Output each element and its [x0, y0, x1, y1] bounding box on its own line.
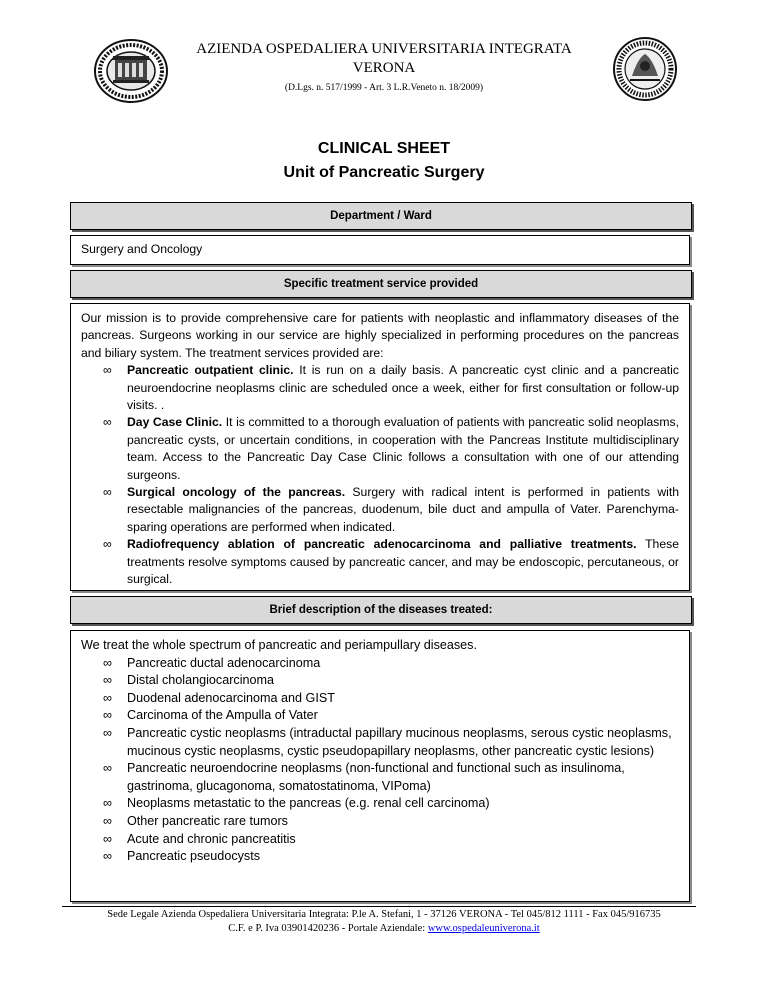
organization-name-line1: AZIENDA OSPEDALIERA UNIVERSITARIA INTEGRATA: [196, 41, 572, 57]
service-item: [127, 536, 679, 588]
disease-item: ∞ Pancreatic pseudocysts: [127, 848, 679, 866]
services-heading: Specific treatment service provided: [70, 270, 692, 298]
document-title-line1: CLINICAL SHEET: [317, 140, 451, 157]
disease-item: ∞ Duodenal adenocarcinoma and GIST: [127, 690, 679, 708]
service-item-title: Radiofrequency ablation of pancreatic adenocarcinoma and palliative treatments.: [127, 537, 637, 552]
department-heading: Department / Ward: [70, 202, 692, 230]
services-content: [70, 303, 690, 591]
disease-item: ∞ Pancreatic neuroendocrine neoplasms (non-functional and functional such as insulinoma, gastrinoma, glucagonoma, somatostatinoma, VIPoma): [127, 760, 679, 795]
disease-item: ∞ Pancreatic ductal adenocarcinoma: [127, 655, 679, 673]
footer-tax-line: [56, 922, 712, 936]
service-item-title: Surgical oncology of the pancreas.: [127, 485, 346, 500]
service-item-title: Day Case Clinic.: [127, 415, 223, 430]
diseases-content: [70, 630, 690, 902]
university-seal-right: [612, 36, 678, 102]
footer-tax-text: C.F. e P. Iva 03901420236 - Portale Aziendale:: [228, 923, 428, 934]
disease-item: ∞ Acute and chronic pancreatitis: [127, 831, 679, 849]
disease-item: ∞ Pancreatic cystic neoplasms (intraductal papillary mucinous neoplasms, serous cystic neoplasms, mucinous cystic neoplasms, cystic pseudopapillary neoplasms, other pancreatic cystic lesions): [127, 725, 679, 760]
service-item: [127, 484, 679, 536]
portal-link[interactable]: www.ospedaleuniverona.it: [427, 923, 540, 934]
document-title: [0, 137, 768, 185]
organization-name: [150, 40, 618, 78]
disease-item: ∞ Neoplasms metastatic to the pancreas (e.g. renal cell carcinoma): [127, 795, 679, 813]
services-list: [81, 362, 679, 588]
department-value: Surgery and Oncology: [81, 242, 203, 256]
footer: [56, 908, 712, 936]
document-title-line2: Unit of Pancreatic Surgery: [283, 164, 485, 181]
service-item-title: Pancreatic outpatient clinic.: [127, 363, 294, 378]
service-item-text: It is committed to a thorough evaluation of patients with pancreatic solid neoplasms, pancreatic cysts, or uncertain conditions, in cooperation with the Pancreas Institute multidisciplinary team. Access to the Pancreatic Day Case Clinic follows a consultation with one of our attending surgeons.: [127, 415, 679, 482]
service-item-text: It is run on a daily basis. A pancreatic cyst clinic and a pancreatic neuroendocrine neoplasms clinic are scheduled once a week, either for first consultation or follow-up visits. .: [127, 363, 679, 413]
diseases-heading: Brief description of the diseases treated:: [70, 596, 692, 624]
service-item-text: Surgery with radical intent is performed in patients with resectable malignancies of the pancreas, duodenum, bile duct and ampulla of Vater. Parenchyma-sparing operations are performed when indicated.: [127, 485, 680, 534]
footer-divider: [62, 906, 696, 907]
disease-item: ∞ Carcinoma of the Ampulla of Vater: [127, 707, 679, 725]
services-intro: Our mission is to provide comprehensive care for patients with neoplastic and inflammatory diseases of the pancreas. Surgeons working in our service are highly specialized in performing procedures on the pancreas and biliary system. The treatment services provided are:: [81, 311, 679, 360]
footer-address: Sede Legale Azienda Ospedaliera Universitaria Integrata: P.le A. Stefani, 1 - 37126 VERONA - Tel 045/812 1111 - Fax 045/916735: [107, 909, 661, 920]
legal-reference: (D.Lgs. n. 517/1999 - Art. 3 L.R.Veneto n. 18/2009): [284, 83, 484, 93]
disease-item: ∞ Other pancreatic rare tumors: [127, 813, 679, 831]
organization-name-line2: VERONA: [352, 60, 416, 76]
service-item: [127, 414, 679, 484]
service-item-text: These treatments resolve symptoms caused by pancreatic cancer, and may be endoscopic, percutaneous, or surgical.: [127, 537, 679, 587]
department-content: [70, 235, 690, 265]
disease-item: ∞ Distal cholangiocarcinoma: [127, 672, 679, 690]
diseases-intro: We treat the whole spectrum of pancreatic and periampullary diseases.: [81, 638, 477, 652]
diseases-list: [81, 655, 679, 866]
service-item: [127, 362, 679, 414]
